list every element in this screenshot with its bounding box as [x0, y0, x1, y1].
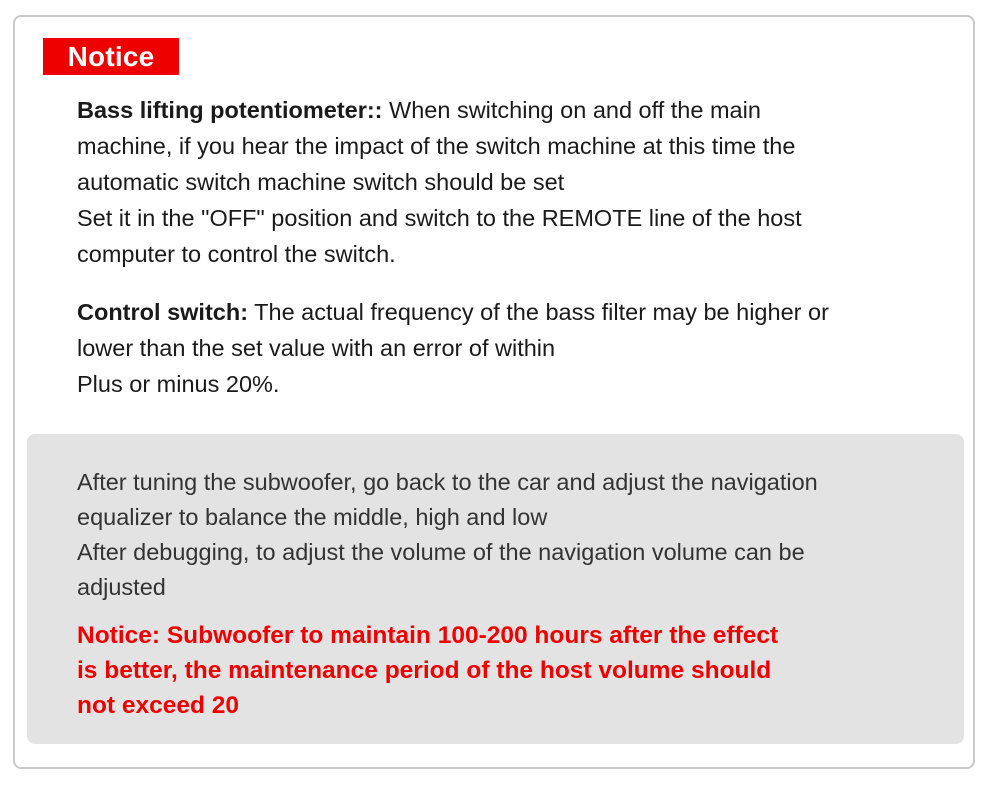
tips-line: equalizer to balance the middle, high and low — [77, 504, 548, 530]
warning-line: is better, the maintenance period of the host volume should — [77, 657, 772, 684]
section-line: lower than the set value with an error of within — [77, 335, 556, 361]
section-line — [77, 92, 937, 128]
section-lead: Bass lifting potentiometer:: — [77, 97, 383, 123]
tips-line: adjusted — [77, 574, 166, 600]
notice-badge: Notice — [43, 38, 179, 75]
section-line: computer to control the switch. — [77, 241, 396, 267]
control-switch-section — [77, 294, 937, 402]
bass-potentiometer-section — [77, 92, 937, 272]
warning-line: not exceed 20 — [77, 692, 240, 719]
section-line: machine, if you hear the impact of the switch machine at this time the — [77, 133, 796, 159]
tips-text — [77, 465, 937, 605]
section-text: The actual frequency of the bass filter may be higher or — [254, 299, 829, 325]
tips-line: After tuning the subwoofer, go back to the car and adjust the navigation — [77, 469, 818, 495]
section-lead: Control switch: — [77, 299, 249, 325]
warning-line: Notice: Subwoofer to maintain 100-200 hours after the effect — [77, 622, 779, 649]
section-line — [77, 294, 937, 330]
tips-line: After debugging, to adjust the volume of the navigation volume can be — [77, 539, 805, 565]
warning-notice — [77, 618, 947, 723]
section-line: Plus or minus 20%. — [77, 371, 280, 397]
section-line: automatic switch machine switch should be set — [77, 169, 565, 195]
section-text: When switching on and off the main — [389, 97, 761, 123]
section-line: Set it in the "OFF" position and switch to the REMOTE line of the host — [77, 205, 802, 231]
